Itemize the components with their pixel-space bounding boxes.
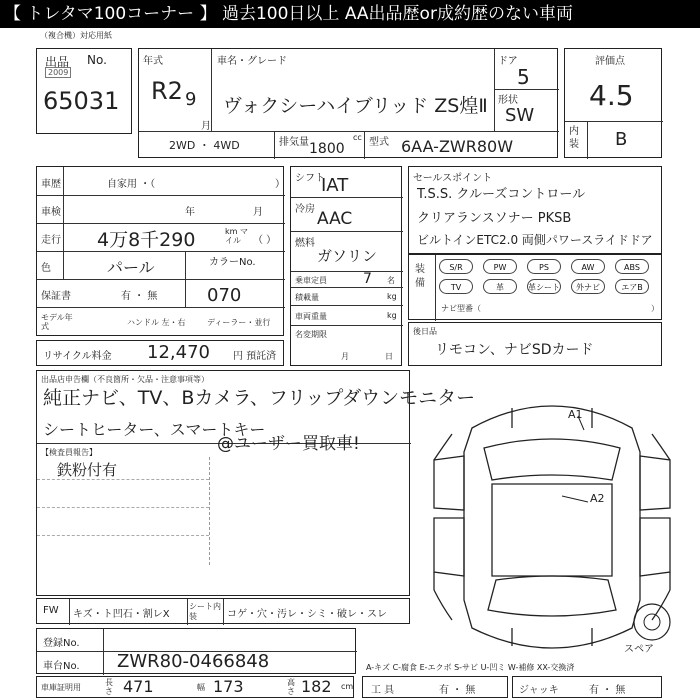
load-label: 積載量 (295, 293, 319, 302)
name-change-label: 名変期限 (295, 330, 327, 339)
sales-line-3: ビルトインETC2.0 両側パワースライドドア (417, 233, 653, 247)
damage-legend: A-キズ C-腐食 E-エクボ S-サビ U-凹ミ W-補修 XX-交換済 (366, 663, 575, 672)
notes-label: 出品店申告欄（不良箇所・欠品・注意事項等） (41, 375, 209, 384)
accessories-value: リモコン、ナビSDカード (435, 342, 594, 358)
equip-aw: AW (571, 259, 605, 274)
equip-ps: PS (527, 259, 561, 274)
spare-tire-icon (634, 604, 670, 640)
inspection-label: 車検 (41, 207, 61, 218)
model-label: 型式 (369, 137, 389, 148)
recycle-unit: 円 預託済 (233, 351, 277, 362)
registration-box (36, 628, 356, 674)
equip-airbag: エアB (615, 279, 649, 294)
middle-info-box (290, 166, 402, 366)
name-change-month: 月 (341, 352, 349, 361)
fuel-value: ガソリン (317, 247, 378, 265)
dealer-options: ディーラー・並行 (207, 318, 271, 327)
inspection-year: 年 (185, 207, 195, 218)
history-label: 車歴 (41, 179, 61, 190)
drive-options: 2WD ・ 4WD (169, 139, 240, 152)
equipment-box (408, 254, 662, 320)
history-close: ） (275, 179, 285, 190)
length-value: 471 (123, 677, 154, 696)
interior-label: 内装 (569, 126, 579, 150)
lot-box (36, 48, 132, 134)
a2-pointer (562, 496, 588, 502)
recycle-label: リサイクル料金 (43, 351, 112, 362)
jack-label: ジャッキ (519, 685, 559, 696)
equip-abs: ABS (615, 259, 649, 274)
displacement-unit: cc (353, 133, 362, 142)
score-box (564, 48, 662, 158)
seat-label: シート内装 (189, 602, 221, 621)
notes-box (36, 370, 476, 596)
ac-value: AAC (317, 209, 353, 229)
displacement-value: 1800 (309, 141, 345, 157)
jack-options: 有 ・ 無 (589, 685, 626, 696)
accessories-label: 後日品 (413, 327, 437, 336)
lot-number: 65031 (43, 87, 120, 115)
registration-label: 登録No. (43, 638, 80, 649)
dimension-unit: cm (341, 682, 354, 691)
lot-no-label: No. (87, 53, 107, 67)
sales-point-box (408, 166, 662, 254)
sales-line-2: クリアランスソナー PKSB (417, 211, 572, 226)
notes-line-1: 純正ナビ、TV、Bカメラ、フリップダウンモニター (43, 387, 476, 409)
name-label: 車名・グレード (217, 56, 287, 67)
inspector-label: 【検査員報告】 (41, 448, 97, 457)
score-label: 評価点 (595, 56, 625, 67)
recycle-value: 12,470 (147, 342, 210, 363)
model-year-label: モデル年式 (41, 313, 73, 331)
sales-line-1: T.S.S. クルーズコントロール (417, 187, 586, 202)
year-label: 年式 (143, 56, 163, 67)
shift-label: シフト (295, 173, 325, 184)
month-value: 9 (185, 89, 197, 110)
certificate-box (36, 676, 354, 698)
warranty-label: 保証書 (41, 291, 71, 302)
height-label: 高さ (287, 678, 295, 696)
car-damage-diagram (412, 400, 692, 656)
capacity-unit: 名 (387, 276, 395, 285)
equip-leather-seat: 革シート (527, 279, 561, 294)
interior-value: B (615, 129, 628, 150)
model-value: 6AA-ZWR80W (401, 137, 514, 156)
diagram-a2: A2 (590, 492, 605, 505)
mileage-paren: （ ） (253, 235, 277, 246)
inspector-value: 鉄粉付有 (57, 461, 118, 479)
equip-ext-navi: 外ナビ (571, 279, 605, 294)
spare-hub-icon (644, 614, 660, 630)
doors-label: ドア (498, 56, 518, 67)
color-label: 色 (41, 263, 51, 274)
warranty-options: 有 ・ 無 (121, 291, 158, 302)
equip-tv: TV (439, 279, 473, 294)
color-value: パール (107, 258, 155, 277)
certificate-label: 車庫証明用 (41, 683, 81, 692)
equip-pw: PW (483, 259, 517, 274)
car-header-box (138, 48, 558, 158)
mileage-unit: km マイル (225, 227, 248, 245)
ac-label: 冷房 (295, 204, 315, 215)
navi-model-close: ） (651, 304, 659, 313)
displacement-label: 排気量 (279, 137, 309, 148)
year-value: R2 (151, 77, 183, 105)
width-label: 幅 (197, 683, 205, 692)
score-value: 4.5 (589, 79, 634, 112)
weight-unit: kg (387, 311, 397, 320)
navi-model-label: ナビ型番（ (441, 304, 481, 313)
capacity-value: 7 (363, 271, 372, 287)
load-unit: kg (387, 292, 397, 301)
chassis-value: ZWR80-0466848 (117, 651, 270, 672)
month-suffix: 月 (201, 121, 211, 132)
tools-box (362, 676, 508, 698)
seat-marks: コゲ・穴・汚レ・シミ・破レ・スレ (227, 609, 387, 620)
history-value: 自家用 ・（ (107, 179, 156, 190)
color-code-label: カラーNo. (209, 257, 256, 268)
inspection-month: 月 (253, 207, 263, 218)
mileage-value: 4万8千290 (97, 229, 196, 251)
equipment-label: 装備 (415, 264, 425, 289)
mileage-label: 走行 (41, 235, 61, 246)
height-value: 182 (301, 677, 332, 696)
length-label: 長さ (105, 678, 113, 696)
color-code: 070 (207, 285, 242, 306)
tools-label: 工 具 (371, 685, 395, 696)
car-name: ヴォクシーハイブリッド ZS煌Ⅱ (223, 95, 488, 117)
equip-sr: S/R (439, 259, 473, 274)
doors-value: 5 (517, 65, 530, 89)
shape-label: 形状 (498, 95, 518, 106)
fw-row-box (36, 598, 410, 624)
width-value: 173 (213, 677, 244, 696)
diagram-a1: A1 (568, 408, 583, 421)
banner: 【 トレタマ100コーナー 】 過去100日以上 AA出品歴or成約歴のない車両 (0, 0, 700, 28)
left-info-box (36, 166, 284, 336)
sales-label: セールスポイント (413, 173, 493, 184)
capacity-label: 乗車定員 (295, 276, 327, 285)
fuel-label: 燃料 (295, 238, 315, 249)
equip-leather: 革 (483, 279, 517, 294)
lot-year-stamp: 2009 (45, 67, 71, 78)
car-outline (434, 406, 670, 648)
shape-value: SW (505, 105, 535, 126)
jack-box (512, 676, 662, 698)
chassis-label: 車台No. (43, 661, 80, 672)
accessories-box (408, 322, 662, 366)
name-change-day: 日 (385, 352, 393, 361)
notes-line-2: シートヒーター、スマートキー (43, 420, 266, 439)
tools-options: 有 ・ 無 (439, 685, 476, 696)
handle-options: ハンドル 左・右 (127, 318, 186, 327)
fw-marks: キズ・ト凹石・割レX (73, 609, 170, 620)
lot-label: 出品 (45, 55, 70, 69)
notes-user: @ユーザー買取車! (217, 434, 360, 454)
diagram-spare: スペア (624, 644, 654, 655)
fw-label: FW (43, 605, 59, 616)
form-sub-note: （複合機）対応用紙 (40, 31, 112, 40)
shift-value: IAT (321, 175, 349, 196)
recycle-box (36, 340, 284, 366)
weight-label: 車両重量 (295, 312, 327, 321)
